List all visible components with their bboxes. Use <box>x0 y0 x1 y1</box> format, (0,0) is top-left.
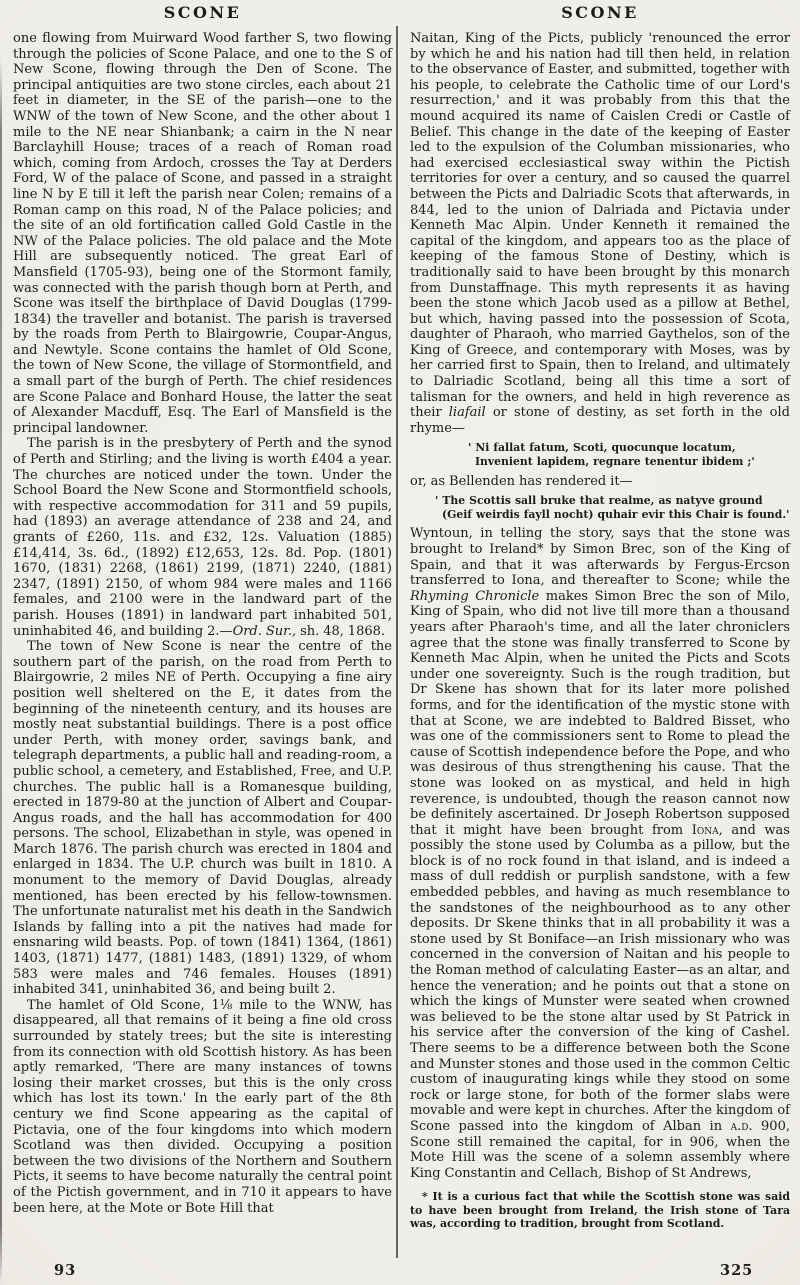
text-segment: a.d. <box>730 1118 753 1134</box>
right-column <box>410 4 790 1231</box>
verse-quote-scots <box>435 494 790 521</box>
paragraph-new-scone <box>13 639 392 998</box>
text-segment: , and was possibly the stone used by Columba as a pillow, but the block is of no rock found in that island, and is indeed a mass of dull reddish or purplish sandstone, with a few embedded pebbles, and having as much resemblance to the sandstones of the neighbourhood as to any other deposits. Dr Skene thinks that in all probability it was a stone used by St Boniface—an Irish missionary who was concerned in the conversion of Naitan and his people to the Roman method of calculating Easter—as an altar, and hence the veneration; and he points out that a stone on which the kings of Munster were seated when crowned was believed to be the stone altar used by St Patrick in his service after the conversion of the king of Cashel. There seems to be a difference between both the Scone and Munster stones and those used in the common Celtic custom of inaugurating kings while they stood on some rock or large stone, for both of the former slabs were movable and were kept in churches. After the kingdom of Scone passed into the kingdom of Alban in <box>410 822 790 1134</box>
text-segment: one flowing from Muirward Wood farther S, two flowing through the policies of Scone Palace, and one to the S of New Scone, flowing through the Den of Scone. The principal antiquities are two stone circles, each about 21 feet in diameter, in the SE of the parish—one to the WNW of the town of New Scone, and the other about 1 mile to the NE near Shianbank; a cairn in the N near Barclayhill House; traces of a reach of Roman road which, coming from Ardoch, crosses the Tay at Derders Ford, W of the palace of Scone, and passed in a straight line N by E till it left the parish near Colen; remains of a Roman camp on this road, N of the Palace policies; and the site of an old fortification called Gold Castle in the NW of the Palace policies. The old palace and the Mote Hill are subsequently noticed. The great Earl of Mansfield (1705-93), being one of the Stormont family, was connected with the parish though born at Perth, and Scone was itself the birthplace of David Douglas (1799-1834) the traveller and botanist. The parish is traversed by the roads from Perth to Blairgowrie, Coupar-Angus, and Newtyle. Scone contains the hamlet of Old Scone, the town of New Scone, the village of Stormontfield, and a small part of the burgh of Perth. The chief residences are Scone Palace and Bonhard House, the latter the seat of Alexander Macduff, Esq. The Earl of Mansfield is the principal landowner. <box>13 31 392 436</box>
running-head-left: SCONE <box>163 3 242 22</box>
bellenden-lead-line: or, as Bellenden has rendered it— <box>410 473 633 489</box>
scan-edge-artifact <box>0 58 2 1285</box>
verse-line: ' The Scottis sall bruke that realme, as natyve ground <box>435 494 763 508</box>
verse-line: ' Ni fallat fatum, Scoti, quocunque locatum, <box>468 441 736 455</box>
text-segment: The parish is in the presbytery of Perth and the synod of Perth and Stirling; and the living is worth £404 a year. The churches are noticed under the town. Under the School Board the New Scone and Stormontfield schools, with respective accommodation for 311 and 59 pupils, had (1893) an average attendance of 238 and 24, and grants of £260, 11s. and £32, 12s. Valuation (1885) £14,414, 3s. 6d., (1892) £12,653, 12s. 8d. Pop. (1801) 1670, (1831) 2268, (1861) 2199, (1871) 2240, (1881) 2347, (1891) 2150, of whom 984 were males and 1166 females, and 2100 were in the landward part of the parish. Houses (1891) in landward part inhabited 501, uninhabited 46, and building 2.— <box>13 436 392 639</box>
paragraph-naitan-stone-of-destiny <box>410 31 790 436</box>
text-segment: Iona <box>691 822 719 838</box>
footnote <box>410 1190 790 1230</box>
text-segment: Naitan, King of the Picts, publicly 'renounced the error by which he and his nation had till then held, in relation to the observance of Easter, and submitted, together with his people, to celebrate the Catholic time of our Lord's resurrection,' and it was probably from this that the mound acquired its name of Caislen Credi or Castle of Belief. This change in the date of the keeping of Easter led to the expulsion of the Columban missionaries, who had exercised ecclesiastical sway within the Pictish territories for over a century, and so caused the quarrel between the Picts and Dalriadic Scots that afterwards, in 844, led to the union of Dalriada and Pictavia under Kenneth Mac Alpin. Under Kenneth it remained the capital of the kingdom, and appears too as the place of keeping of the famous Stone of Destiny, which is traditionally said to have been brought by this monarch from Dunstaffnage. This myth represents it as having been the stone which Jacob used as a pillow at Bethel, but which, having passed into the possession of Scota, daughter of Pharaoh, who married Gaythelos, son of the King of Greece, and contemporary with Moses, was by her carried first to Spain, then to Ireland, and ultimately to Dalriadic Scotland, being all this time a sort of talisman for the owners, and held in high reverence as their <box>410 31 790 421</box>
text-segment: * It is a curious fact that while the Scottish stone was said to have been brought from Ireland, the Irish stone of Tara was, according to tradition, brought from Scotland. <box>410 1190 790 1231</box>
verse-line: (Geif weirdis fayll nocht) quhair evir this Chair is found.' <box>442 507 790 521</box>
text-segment: 900, Scone still remained the capital, for in 906, when the Mote Hill was the scene of a solemn assembly where King Constantin and Cellach, Bishop of St Andrews, <box>410 1118 790 1181</box>
text-segment: Wyntoun, in telling the story, says that the stone was brought to Ireland* by Simon Brec, son of the King of Spain, and that it was afterwards by Fergus-Ercson transferred to Iona, and thereafter to Scone; while the <box>410 526 790 589</box>
page-number-right: 325 <box>720 1262 754 1280</box>
text-segment: Rhyming Chronicle <box>410 588 540 604</box>
text-segment: The hamlet of Old Scone, 1⅛ mile to the WNW, has disappeared, all that remains of it being a fine old cross surrounded by stately trees; but the site is interesting from its connection with old Scottish history. As has been aptly remarked, 'There are many instances of towns losing their market crosses, but this is the only cross which has lost its town.' In the early part of the 8th century we find Scone appearing as the capital of Pictavia, one of the four kingdoms into which modern Scotland was then divided. Occupying a position between the two divisions of the Northern and Southern Picts, it seems to have become naturally the central point of the Pictish government, and in 710 it appears to have been here, at the Mote or Bote Hill that <box>13 997 392 1216</box>
running-head-right: SCONE <box>561 3 639 22</box>
column-divider <box>396 26 398 1258</box>
text-segment: sh. 48, 1868. <box>296 623 386 639</box>
left-column <box>13 4 392 1216</box>
paragraph-parish-statistics <box>13 436 392 639</box>
paragraph-old-scone <box>13 998 392 1216</box>
text-segment: makes Simon Brec the son of Milo, King of Spain, who did not live till more than a thousand years after Pharaoh's time, and all the later chroniclers agree that the stone was finally transferred to Scone by Kenneth Mac Alpin, when he united the Picts and Scots under one sovereignty. Such is the rough tradition, but Dr Skene has shown that for its later more polished forms, and for the identification of the mystic stone with that at Scone, we are indebted to Baldred Bisset, who was one of the commissioners sent to Rome to plead the cause of Scottish independence before the Pope, and who was desirous of thus strengthening his cause. That the stone was looked on as mystical, and held in high reverence, is undoubted, though the reason cannot now be definitely ascertained. Dr Joseph Robertson supposed that it might have been brought from <box>410 588 791 838</box>
verse-quote-latin <box>468 441 790 468</box>
verse-line: Invenient lapidem, regnare tenentur ibidem ;' <box>475 455 755 469</box>
text-segment: liafail <box>448 405 486 421</box>
page-number-left: 93 <box>54 1262 77 1280</box>
text-segment: Ord. Sur., <box>232 623 297 639</box>
text-segment: The town of New Scone is near the centre of the southern part of the parish, on the road from Perth to Blairgowrie, 2 miles NE of Perth. Occupying a fine airy position well sheltered on the E, it dates from the beginning of the nineteenth century, and its houses are mostly neat substantial buildings. There is a post office under Perth, with money order, savings bank, and telegraph departments, a public hall and reading-room, a public school, a cemetery, and Established, Free, and U.P. churches. The public hall is a Romanesque building, erected in 1879-80 at the junction of Albert and Coupar-Angus roads, and the hall has accommodation for 400 persons. The school, Elizabethan in style, was opened in March 1876. The parish church was erected in 1804 and enlarged in 1834. The U.P. church was built in 1810. A monument to the memory of David Douglas, already mentioned, has been erected by his fellow-townsmen. The unfortunate naturalist met his death in the Sandwich Islands by falling into a pit the natives had made for ensnaring wild beasts. Pop. of town (1841) 1364, (1861) 1403, (1871) 1477, (1881) 1483, (1891) 1329, of whom 583 were males and 746 females. Houses (1891) inhabited 341, uninhabited 36, and being built 2. <box>13 639 392 998</box>
text-segment: or stone of destiny, as set forth in the old rhyme— <box>410 405 790 436</box>
paragraph-wyntoun <box>410 526 790 1181</box>
paragraph-antiquities <box>13 31 392 436</box>
